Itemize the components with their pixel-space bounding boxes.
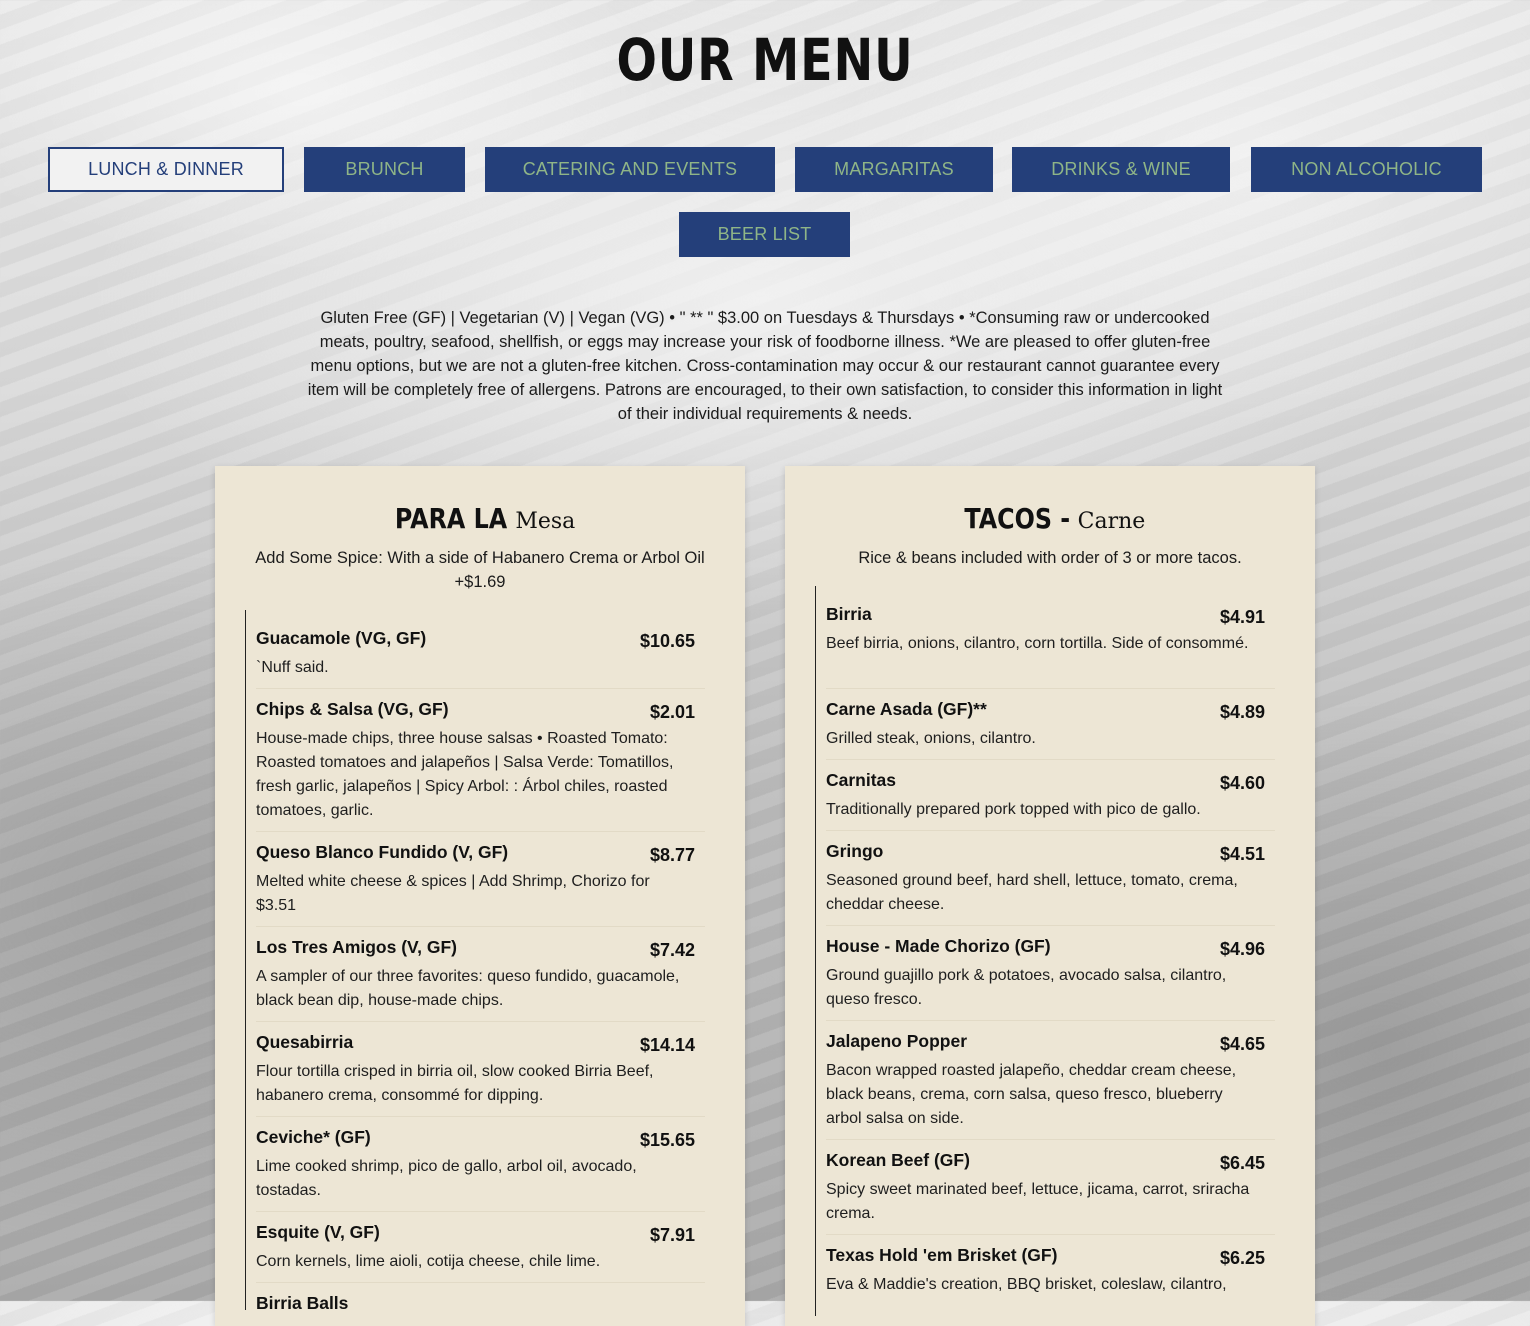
- tab-non-alcoholic[interactable]: NON ALCOHOLIC: [1251, 147, 1482, 192]
- item-description: `Nuff said.: [256, 659, 329, 676]
- item-description: Traditionally prepared pork topped with pico de gallo.: [826, 801, 1201, 818]
- page-title: OUR MENU: [616, 26, 914, 94]
- tab-catering-events[interactable]: CATERING AND EVENTS: [485, 147, 775, 192]
- item-name: Queso Blanco Fundido (V, GF): [256, 842, 509, 862]
- menu-item: [246, 937, 705, 1017]
- item-price: $7.42: [649, 940, 695, 960]
- menu-item: [816, 841, 1275, 921]
- item-price: $7.91: [649, 1225, 695, 1245]
- item-description: Beef birria, onions, cilantro, corn tortilla. Side of consommé.: [826, 635, 1249, 652]
- item-description: House-made chips, three house salsas • Roasted Tomato: Roasted tomatoes and jalapeños | Salsa Verde: Tomatillos, fresh garlic, jalapeños | Spicy Arbol: : Árbol chiles, roasted tomatoes, garlic.: [256, 730, 674, 819]
- allergen-notice: Gluten Free (GF) | Vegetarian (V) | Vegan (VG) • " ** " $3.00 on Tuesdays & Thursdays • *Consuming raw or undercooked meats, poultry, seafood, shellfish, or eggs may increase your risk of foodborne illness. *We are pleased to offer gluten-free menu options, but we are not a gluten-free kitchen. Cross-contamination may occur & our restaurant cannot guarantee every item will be completely free of allergens. Patrons are encouraged, to their own satisfaction, to consider this information in light of their individual requirements & needs.: [307, 309, 1223, 423]
- item-name: Carnitas: [826, 770, 897, 790]
- item-description: Spicy sweet marinated beef, lettuce, jicama, carrot, sriracha crema.: [826, 1181, 1250, 1222]
- item-name: Esquite (V, GF): [256, 1222, 380, 1242]
- item-name: Carne Asada (GF)**: [826, 699, 987, 719]
- section-title-sub: Mesa: [515, 509, 576, 534]
- menu-item: [246, 699, 705, 829]
- section-title-main: TACOS -: [964, 502, 1070, 535]
- item-description: Eva & Maddie's creation, BBQ brisket, coleslaw, cilantro,: [826, 1276, 1227, 1293]
- section-title-para-la-mesa: [215, 502, 745, 535]
- menu-item: [816, 1245, 1275, 1305]
- menu-item: [246, 1293, 705, 1313]
- item-name: House - Made Chorizo (GF): [826, 936, 1051, 956]
- item-price: $6.45: [1219, 1153, 1265, 1173]
- item-description: Flour tortilla crisped in birria oil, slow cooked Birria Beef, habanero crema, consommé for dipping.: [256, 1063, 654, 1104]
- menu-item: [246, 1032, 705, 1112]
- tab-lunch-dinner[interactable]: LUNCH & DINNER: [48, 147, 284, 192]
- menu-item: [816, 770, 1275, 830]
- item-name: Guacamole (VG, GF): [256, 628, 427, 648]
- item-description: Lime cooked shrimp, pico de gallo, arbol oil, avocado, tostadas.: [256, 1158, 637, 1199]
- item-description: Corn kernels, lime aioli, cotija cheese, chile lime.: [256, 1253, 601, 1270]
- item-name: Chips & Salsa (VG, GF): [256, 699, 449, 719]
- item-name: Ceviche* (GF): [256, 1127, 371, 1147]
- menu-item: [816, 936, 1275, 1016]
- item-description: Grilled steak, onions, cilantro.: [826, 730, 1036, 747]
- tab-beer-list[interactable]: BEER LIST: [679, 212, 850, 257]
- item-name: Jalapeno Popper: [826, 1031, 968, 1051]
- item-description: Seasoned ground beef, hard shell, lettuce, tomato, crema, cheddar cheese.: [826, 872, 1238, 913]
- item-name: Quesabirria: [256, 1032, 354, 1052]
- section-title-main: PARA LA: [394, 502, 507, 535]
- item-price: $10.65: [639, 631, 695, 651]
- item-price: $2.01: [649, 702, 695, 722]
- tab-brunch[interactable]: BRUNCH: [304, 147, 465, 192]
- menu-items-list: [245, 610, 705, 1313]
- menu-tabs: [0, 0, 1530, 270]
- menu-items-list: [815, 586, 1275, 1316]
- item-price: $8.77: [649, 845, 695, 865]
- item-price: $4.89: [1219, 702, 1265, 722]
- item-price: $6.25: [1219, 1248, 1265, 1268]
- item-description: Bacon wrapped roasted jalapeño, cheddar cream cheese, black beans, crema, corn salsa, queso fresco, blueberry arbol salsa on side.: [826, 1062, 1237, 1127]
- section-note: Rice & beans included with order of 3 or more tacos.: [858, 549, 1242, 567]
- item-price: $15.65: [639, 1130, 695, 1150]
- section-note: Add Some Spice: With a side of Habanero Crema or Arbol Oil +$1.69: [255, 549, 705, 591]
- item-price: $4.96: [1219, 939, 1265, 959]
- item-name: Los Tres Amigos (V, GF): [256, 937, 457, 957]
- menu-item: [816, 1150, 1275, 1230]
- item-name: Birria: [826, 604, 872, 624]
- item-description: Melted white cheese & spices | Add Shrimp, Chorizo for $3.51: [256, 873, 650, 914]
- item-name: Texas Hold 'em Brisket (GF): [826, 1245, 1058, 1265]
- item-name: Korean Beef (GF): [826, 1150, 970, 1170]
- menu-item: [246, 1222, 705, 1282]
- item-name: Birria Balls: [256, 1293, 349, 1313]
- item-price: $4.51: [1219, 844, 1265, 864]
- item-description: A sampler of our three favorites: queso fundido, guacamole, black bean dip, house-made chips.: [256, 968, 680, 1009]
- menu-item: [816, 604, 1275, 684]
- item-price: $4.60: [1219, 773, 1265, 793]
- menu-item: [246, 1127, 705, 1207]
- item-price: $4.91: [1219, 607, 1265, 627]
- item-price: $14.14: [639, 1035, 695, 1055]
- menu-item: [816, 1031, 1275, 1135]
- tab-drinks-wine[interactable]: DRINKS & WINE: [1012, 147, 1230, 192]
- item-description: Ground guajillo pork & potatoes, avocado salsa, cilantro, queso fresco.: [826, 967, 1227, 1008]
- section-title-tacos-carne: [785, 502, 1315, 535]
- tab-margaritas[interactable]: MARGARITAS: [795, 147, 993, 192]
- item-price: $4.65: [1219, 1034, 1265, 1054]
- menu-item: [816, 699, 1275, 759]
- item-name: Gringo: [826, 841, 884, 861]
- section-title-sub: Carne: [1077, 509, 1146, 534]
- menu-item: [246, 628, 705, 688]
- menu-item: [246, 842, 705, 922]
